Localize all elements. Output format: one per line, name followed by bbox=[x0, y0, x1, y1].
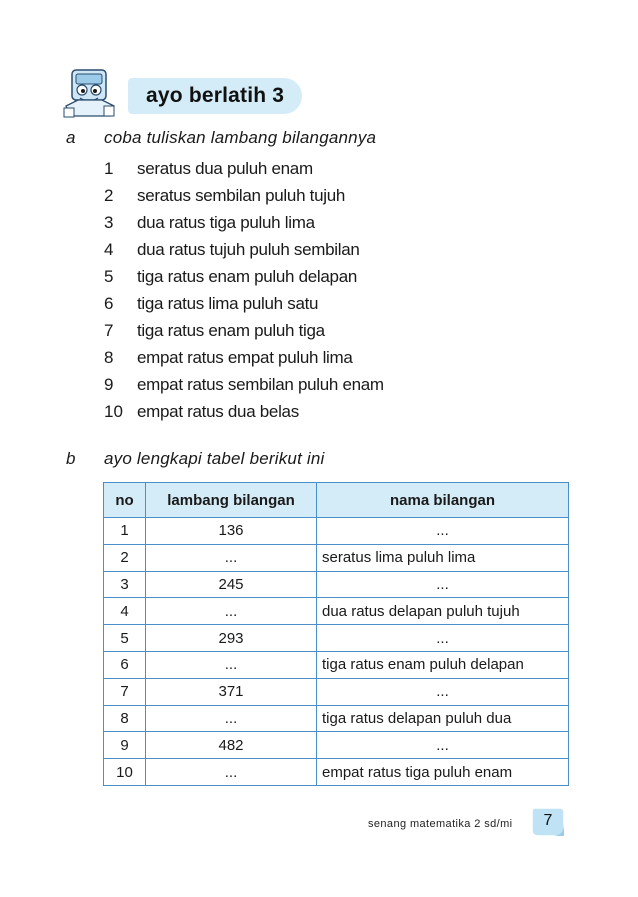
list-item: 7 tiga ratus enam puluh tiga bbox=[104, 321, 325, 340]
list-item: 6 tiga ratus lima puluh satu bbox=[104, 294, 319, 313]
list-item: 3 dua ratus tiga puluh lima bbox=[104, 213, 315, 232]
number-words-list bbox=[104, 155, 384, 425]
book-title: senang matematika 2 sd/mi bbox=[368, 818, 513, 830]
section-b-instruction: ayo lengkapi tabel berikut ini bbox=[104, 449, 325, 468]
table-row: 5 293 ... bbox=[104, 625, 569, 652]
mascot-icon bbox=[58, 66, 122, 122]
table-row: 10 ... empat ratus tiga puluh enam bbox=[104, 759, 569, 786]
list-item: 2 seratus sembilan puluh tujuh bbox=[104, 186, 346, 205]
table-row: 2 ... seratus lima puluh lima bbox=[104, 544, 569, 571]
list-item: 8 empat ratus empat puluh lima bbox=[104, 348, 353, 367]
section-b-letter: b bbox=[66, 449, 76, 468]
list-item: 10 empat ratus dua belas bbox=[104, 402, 299, 421]
list-item: 1 seratus dua puluh enam bbox=[104, 159, 313, 178]
table-row: 3 245 ... bbox=[104, 571, 569, 598]
list-item: 5 tiga ratus enam puluh delapan bbox=[104, 267, 358, 286]
section-a-letter: a bbox=[66, 128, 76, 147]
exercise-title: ayo berlatih 3 bbox=[146, 84, 285, 107]
list-item: 9 empat ratus sembilan puluh enam bbox=[104, 375, 384, 394]
header-no: no bbox=[104, 483, 146, 518]
list-item: 4 dua ratus tujuh puluh sembilan bbox=[104, 240, 360, 259]
page-number: 7 bbox=[543, 812, 553, 829]
section-a-instruction: coba tuliskan lambang bilangannya bbox=[104, 128, 377, 147]
number-table bbox=[103, 482, 569, 786]
table-row: 7 371 ... bbox=[104, 678, 569, 705]
table-row: 9 482 ... bbox=[104, 732, 569, 759]
table-row: 6 ... tiga ratus enam puluh delapan bbox=[104, 651, 569, 678]
table-row: 8 ... tiga ratus delapan puluh dua bbox=[104, 705, 569, 732]
table-row: 1 136 ... bbox=[104, 518, 569, 545]
header-nama: nama bilangan bbox=[317, 483, 569, 518]
table-row: 4 ... dua ratus delapan puluh tujuh bbox=[104, 598, 569, 625]
table-header-row bbox=[104, 483, 569, 518]
header-lambang: lambang bilangan bbox=[146, 483, 317, 518]
